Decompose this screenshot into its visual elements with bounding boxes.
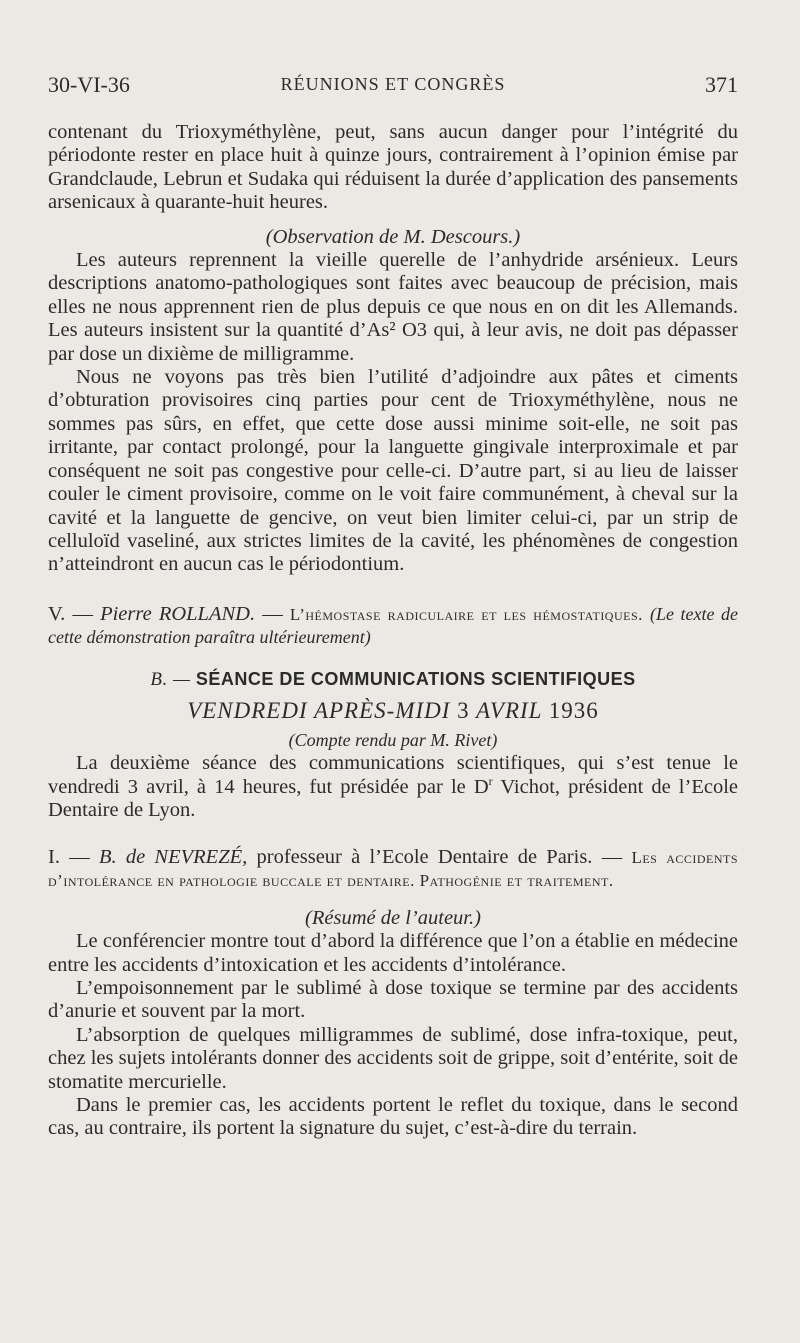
item-v-dash: — bbox=[72, 603, 93, 625]
header-section: RÉUNIONS ET CONGRÈS bbox=[280, 74, 506, 94]
report-credit: (Compte rendu par M. Rivet) bbox=[288, 729, 498, 750]
session-date-b: AVRIL bbox=[476, 698, 543, 724]
running-header bbox=[48, 72, 738, 102]
item-v-note: (Le texte de cette démonstration paraîtra ultérieurement) bbox=[48, 604, 739, 648]
page-number: 371 bbox=[705, 72, 738, 97]
summary-note: (Résumé de l’auteur.) bbox=[305, 906, 481, 929]
item-i-heading bbox=[48, 846, 738, 893]
session-date bbox=[48, 699, 738, 722]
section-b-lead: B. — bbox=[150, 669, 191, 690]
item-i-dash2: — bbox=[601, 846, 623, 868]
section-b-title: SÉANCE DE COMMUNICATIONS SCIENTIFIQUES bbox=[195, 669, 636, 689]
item-v-heading bbox=[48, 603, 738, 650]
paragraph-nous: Nous ne voyons pas très bien l’utilité d’adjoindre aux pâtes et ciments d’obturation provisoires cinq parties pour cent de Trioxyméthylène, nous ne sommes pas sûrs, en effet, que cette dose aussi minime soit-elle, ne soit pas irritante, par contact prolongé, pour la languette gingivale interproximale et par conséquent ne soit pas congestive pour celle-ci. D’autre part, si au lieu de laisser couler le ciment provisoire, comme on le voit faire communément, à cheval sur la cavité et la languette de gencive, on veut bien limiter celui-ci, par un strip de celluloïd vaseliné, aux strictes limites de la cavité, les phénomènes de congestion n’atteindront en aucun cas le périodontium. bbox=[48, 366, 738, 576]
paragraph-absorption: L’absorption de quelques milligrammes de sublimé, dose infra-toxique, peut, chez les sujets intolérants donner des accidents soit de grippe, soit d’entérite, soit de stomatite mercurielle. bbox=[48, 1023, 738, 1093]
intro-text-b: Vichot, président de l’Ecole Dentaire de Lyon. bbox=[48, 775, 739, 822]
section-b-heading bbox=[48, 668, 738, 691]
item-v-title: L’hémostase radiculaire et les hémostatiques. bbox=[289, 605, 643, 624]
paragraph-empoisonnement: L’empoisonnement par le sublimé à dose toxique se termine par des accidents d’anurie et souvent par la mort. bbox=[48, 977, 738, 1023]
paragraph-continuation: contenant du Trioxyméthylène, peut, sans aucun danger pour l’intégrité du périodonte rester en place huit à quinze jours, contrairement à l’opinion émise par Grandclaude, Lebrun et Sudaka qui réduisent la durée d’application des pansements arsenicaux à quarante-huit heures. bbox=[48, 121, 738, 214]
item-v-number: V. bbox=[48, 603, 66, 625]
item-v-author: Pierre ROLLAND. bbox=[100, 603, 256, 625]
item-i-number: I. bbox=[48, 846, 60, 868]
paragraph-premier-cas: Dans le premier cas, les accidents portent le reflet du toxique, dans le second cas, au contraire, ils portent la signature du sujet, c’est-à-dire du terrain. bbox=[48, 1094, 738, 1140]
item-i bbox=[48, 846, 738, 1141]
observation-note: (Observation de M. Descours.) bbox=[265, 225, 521, 248]
paragraph-conferencier: Le conférencier montre tout d’abord la différence que l’on a établie en médecine entre les accidents d’intoxication et les accidents d’intolérance. bbox=[48, 930, 738, 976]
item-i-role: professeur à l’Ecole Dentaire de Paris. bbox=[256, 846, 593, 868]
session-year: 1936 bbox=[548, 698, 599, 724]
session-date-a: VENDREDI APRÈS-MIDI bbox=[187, 698, 451, 724]
intro-sup: r bbox=[488, 773, 493, 788]
intro-text-a: La deuxième séance des communications scientifiques, qui s’est tenue le vendredi 3 avril, à 14 heures, fut présidée par le D bbox=[48, 752, 738, 798]
item-i-title: Les accidents d’intolérance en pathologie buccale et dentaire. Pathogénie et traitement. bbox=[48, 848, 739, 891]
session-date-num: 3 bbox=[457, 698, 470, 724]
item-i-dash: — bbox=[69, 846, 90, 868]
paragraph-intro bbox=[48, 752, 738, 822]
paragraph-auteurs: Les auteurs reprennent la vieille querelle de l’anhydride arsénieux. Leurs descriptions anatomo-pathologiques sont faites avec beaucoup de précision, mais elles ne nous apprennent rien de plus depuis ce que nous en on dit les Allemands. Les auteurs insistent sur la quantité d’As² O3 qui, à leur avis, ne doit pas dépasser par dose un dixième de milligramme. bbox=[48, 249, 738, 365]
item-v-dash2: — bbox=[262, 603, 283, 625]
item-v bbox=[48, 603, 738, 650]
block-1 bbox=[48, 121, 738, 577]
item-i-author: B. de NEVREZÉ, bbox=[98, 846, 248, 868]
section-b bbox=[48, 668, 738, 822]
header-date: 30-VI-36 bbox=[48, 72, 130, 97]
